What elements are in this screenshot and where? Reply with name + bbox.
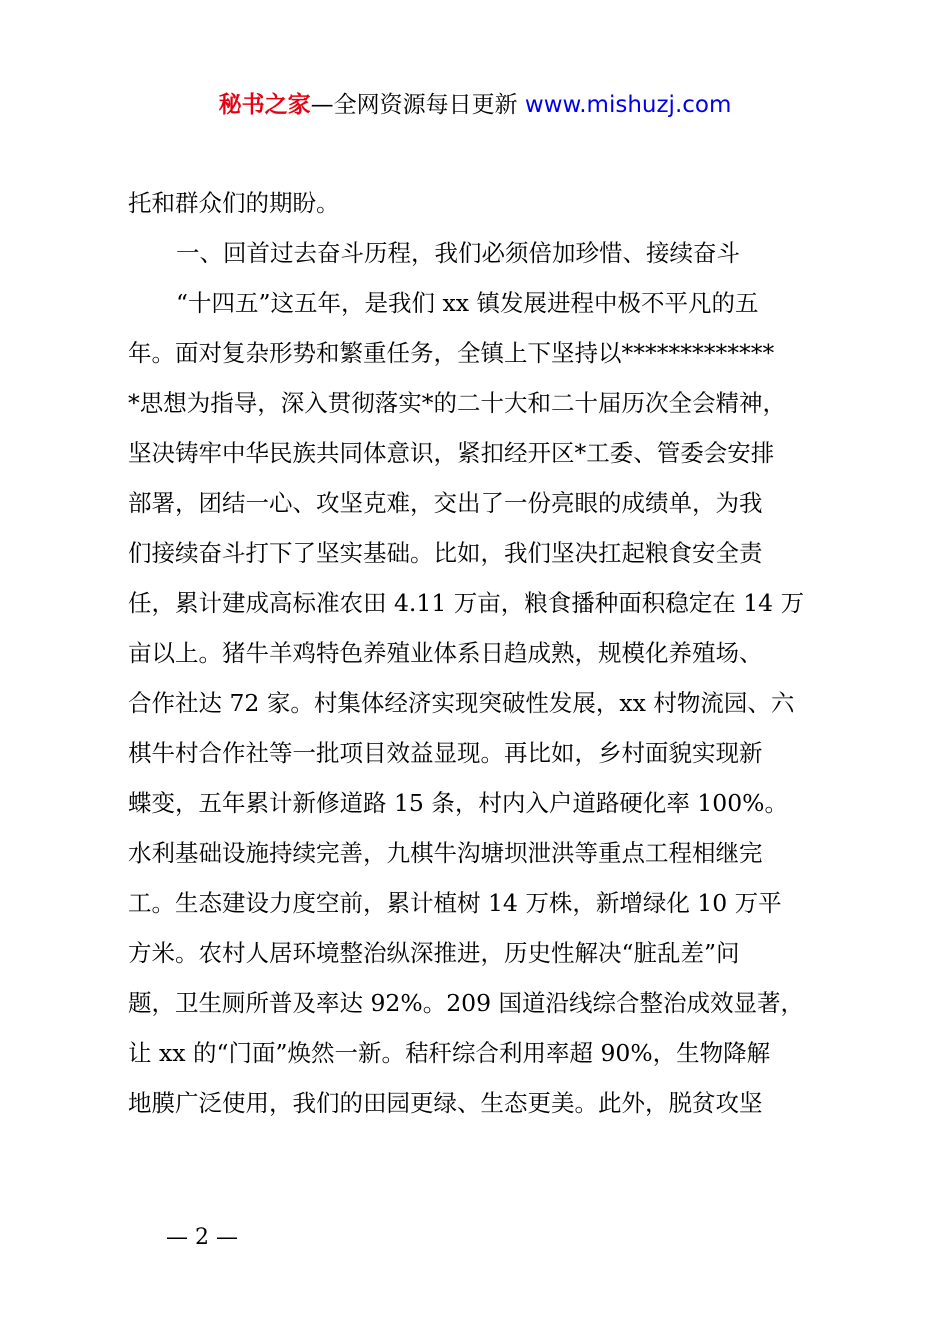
text-line: 们接续奋斗打下了坚实基础。比如，我们坚决扛起粮食安全责 (128, 539, 763, 567)
text-line: 工。生态建设力度空前，累计植树 14 万株，新增绿化 10 万平 (128, 889, 782, 917)
text-line: 部署，团结一心、攻坚克难，交出了一份亮眼的成绩单，为我 (128, 489, 763, 517)
text-line: 年。面对复杂形势和繁重任务，全镇上下坚持以************* (128, 339, 775, 367)
header-tagline: —全网资源每日更新 (310, 92, 525, 118)
text-line: 托和群众们的期盼。 (128, 189, 340, 217)
text-line: *思想为指导，深入贯彻落实*的二十大和二十届历次全会精神， (128, 389, 786, 417)
document-body (128, 178, 834, 1128)
text-line: 让 xx 的“门面”焕然一新。秸秆综合利用率超 90%，生物降解 (128, 1039, 771, 1067)
section-heading: 一、回首过去奋斗历程，我们必须倍加珍惜、接续奋斗 (176, 239, 740, 267)
page-number: — 2 — (166, 1225, 238, 1250)
text-line: 题，卫生厕所普及率达 92%。209 国道沿线综合整治成效显著， (128, 989, 805, 1017)
text-line: 合作社达 72 家。村集体经济实现突破性发展，xx 村物流园、六 (128, 689, 795, 717)
text-line: 蝶变，五年累计新修道路 15 条，村内入户道路硬化率 100%。 (128, 789, 788, 817)
text-line: 地膜广泛使用，我们的田园更绿、生态更美。此外，脱贫攻坚 (128, 1089, 763, 1117)
text-line: 水利基础设施持续完善，九棋牛沟塘坝泄洪等重点工程相继完 (128, 839, 763, 867)
text-line: 坚决铸牢中华民族共同体意识，紧扣经开区*工委、管委会安排 (128, 439, 775, 467)
text-line: 方米。农村人居环境整治纵深推进，历史性解决“脏乱差”问 (128, 939, 740, 967)
text-line: 任，累计建成高标准农田 4.11 万亩，粮食播种面积稳定在 14 万 (128, 589, 805, 617)
text-line: 亩以上。猪牛羊鸡特色养殖业体系日趋成熟，规模化养殖场、 (128, 639, 763, 667)
site-url[interactable]: www.mishuzj.com (524, 92, 732, 118)
text-line: “十四五”这五年，是我们 xx 镇发展进程中极不平凡的五 (176, 289, 759, 317)
site-header (0, 88, 950, 122)
brand-name: 秘书之家 (218, 92, 311, 118)
text-line: 棋牛村合作社等一批项目效益显现。再比如，乡村面貌实现新 (128, 739, 763, 767)
